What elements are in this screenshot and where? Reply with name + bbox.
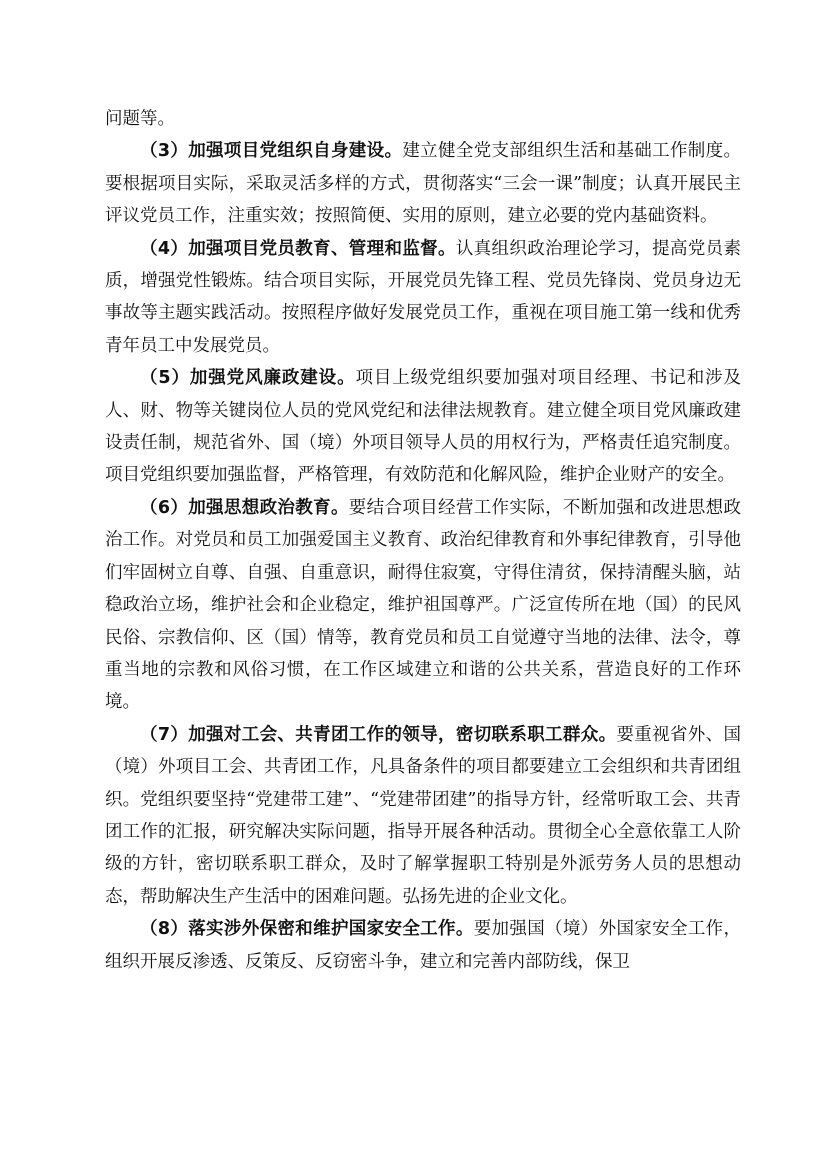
paragraph-continuation	[105, 103, 741, 135]
paragraph-4	[105, 233, 741, 363]
paragraph-body: 认真组织政治理论学习，提高党员素质，增强党性锻炼。结合项目实际，开展党员先锋工程、党员先锋岗、党员身边无事故等主题实践活动。按照程序做好发展党员工作，重视在项目施工第一线和优秀青年员工中发展党员。	[105, 238, 742, 356]
paragraph-body: 项目上级党组织要加强对项目经理、书记和涉及人、财、物等关键岗位人员的党风党纪和法律法规教育。建立健全项目党风廉政建设责任制，规范省外、国（境）外项目领导人员的用权行为，严格责任追究制度。项目党组织要加强监督，严格管理，有效防范和化解风险，维护企业财产的安全。	[105, 368, 741, 486]
document-body	[105, 103, 741, 978]
paragraph-heading: （6）加强思想政治教育。	[140, 497, 349, 518]
paragraph-body: 建立健全党支部组织生活和基础工作制度。要根据项目实际，采取灵活多样的方式，贯彻落实“三会一课”制度；认真开展民主评议党员工作，注重实效；按照简便、实用的原则，建立必要的党内基础资料。	[105, 141, 741, 227]
paragraph-6	[105, 492, 741, 719]
paragraph-body: 问题等。	[105, 109, 175, 129]
paragraph-8	[105, 913, 741, 978]
paragraph-heading: （7）加强对工会、共青团工作的领导，密切联系职工群众。	[140, 724, 617, 745]
paragraph-body: 要重视省外、国（境）外项目工会、共青团工作，凡具备条件的项目都要建立工会组织和共青团组织。党组织要坚持“党建带工建”、“党建带团建”的指导方针，经常听取工会、共青团工作的汇报，研究解决实际问题，指导开展各种活动。贯彻全心全意依靠工人阶级的方针，密切联系职工群众，及时了解掌握职工特别是外派劳务人员的思想动态，帮助解决生产生活中的困难问题。弘扬先进的企业文化。	[105, 724, 741, 907]
paragraph-3	[105, 135, 741, 232]
paragraph-heading: （8）落实涉外保密和维护国家安全工作。	[140, 919, 474, 940]
paragraph-body: 要结合项目经营工作实际，不断加强和改进思想政治工作。对党员和员工加强爱国主义教育、政治纪律教育和外事纪律教育，引导他们牢固树立自尊、自强、自重意识，耐得住寂寞，守得住清贫，保持清醒头脑，站稳政治立场，维护社会和企业稳定，维护祖国尊严。广泛宣传所在地（国）的民风民俗、宗教信仰、区（国）情等，教育党员和员工自觉遵守当地的法律、法令，尊重当地的宗教和风俗习惯，在工作区域建立和谐的公共关系，营造良好的工作环境。	[105, 497, 741, 713]
paragraph-heading: （5）加强党风廉政建设。	[140, 368, 356, 389]
paragraph-7	[105, 719, 741, 913]
paragraph-body: 要加强国（境）外国家安全工作，组织开展反渗透、反策反、反窃密斗争，建立和完善内部防线，保卫	[105, 919, 742, 972]
paragraph-5	[105, 362, 741, 492]
paragraph-heading: （4）加强项目党员教育、管理和监督。	[140, 238, 456, 259]
paragraph-heading: （3）加强项目党组织自身建设。	[140, 141, 403, 162]
